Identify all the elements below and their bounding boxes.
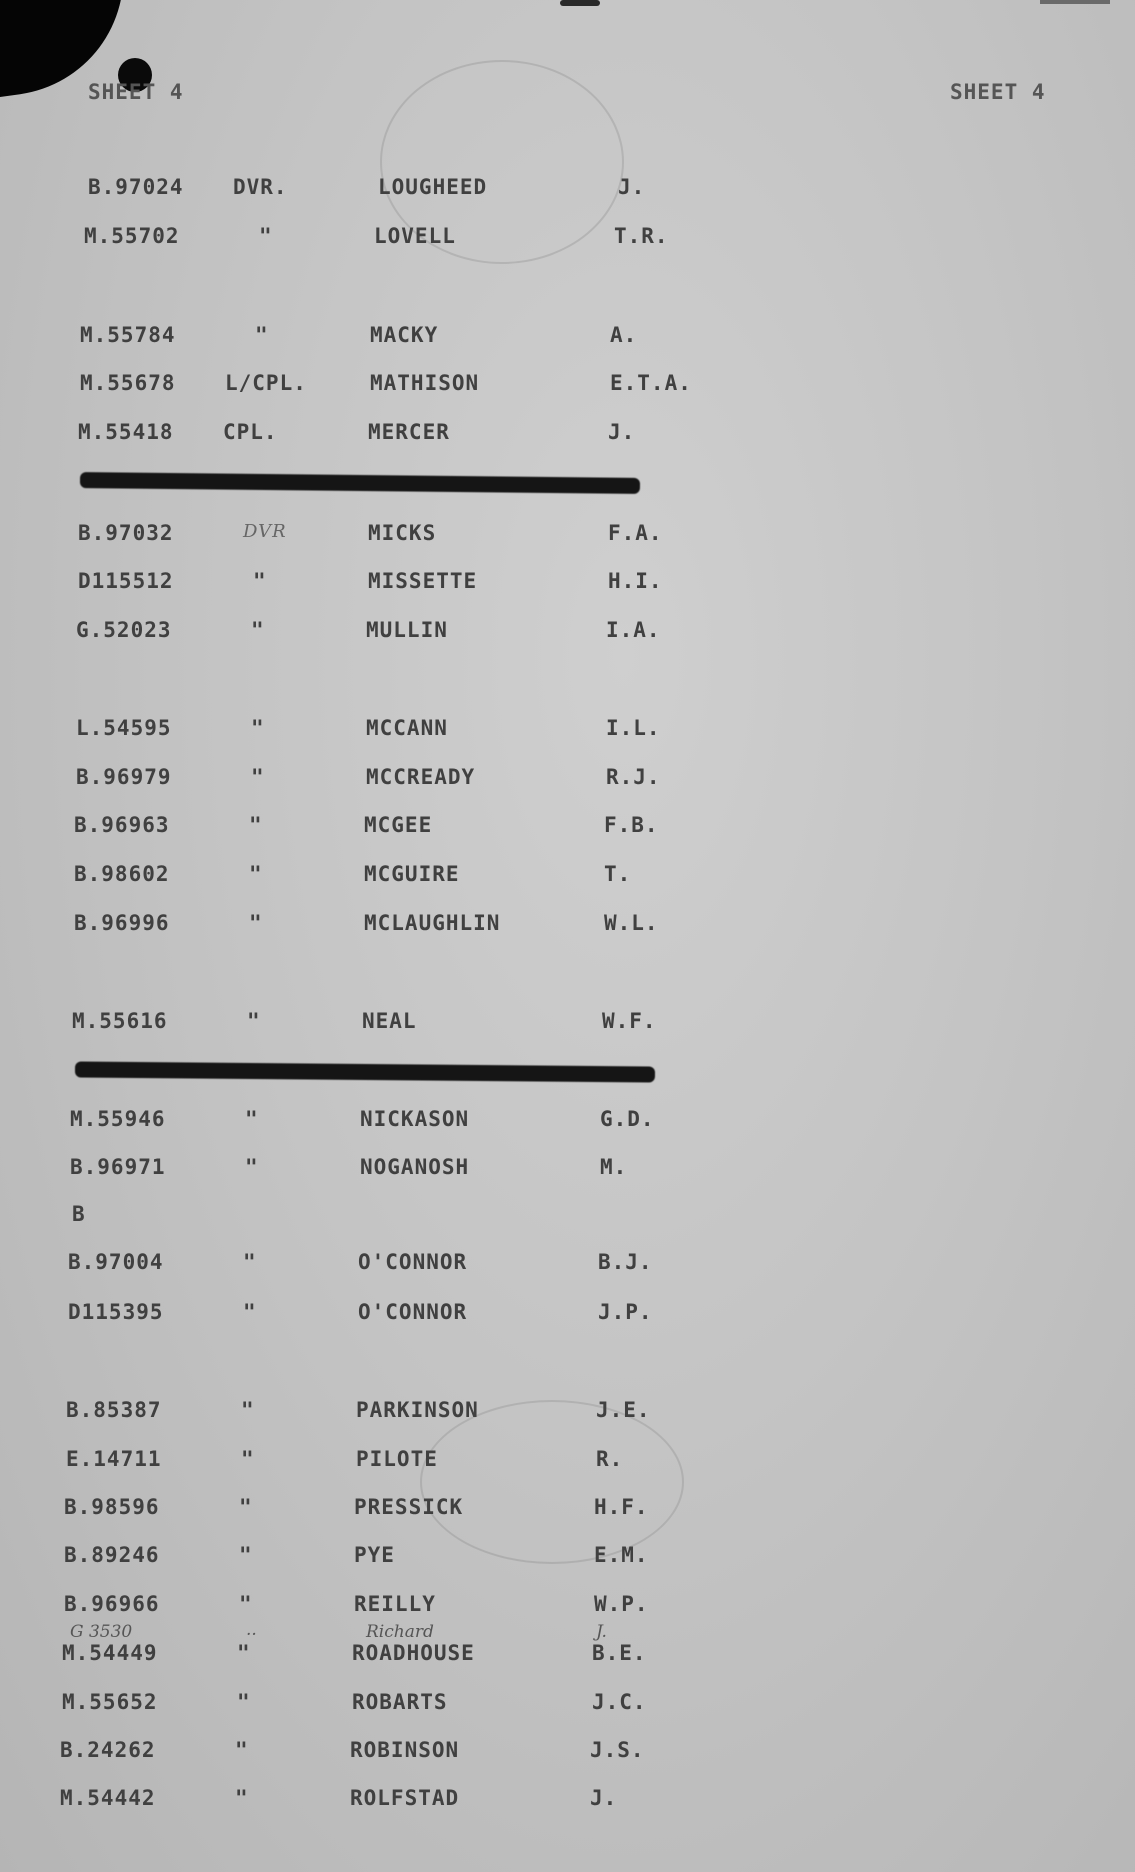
initials: J.E. — [596, 1398, 651, 1422]
rank: L/CPL. — [225, 371, 307, 395]
initials: G.D. — [600, 1107, 655, 1131]
initials: J.S. — [590, 1738, 645, 1762]
list-row — [66, 1447, 766, 1477]
surname: ROBARTS — [352, 1690, 448, 1714]
rank: " — [247, 1009, 261, 1033]
initials: R.J. — [606, 765, 661, 789]
service-number: M.55652 — [62, 1690, 158, 1714]
rank: " — [243, 1250, 257, 1274]
list-row — [78, 521, 778, 551]
service-number: B.96963 — [74, 813, 170, 837]
sheet-label-right: SHEET 4 — [950, 80, 1046, 104]
initials: I.A. — [606, 618, 661, 642]
handwritten-number: G 3530 — [70, 1622, 133, 1642]
initials: J.C. — [592, 1690, 647, 1714]
list-row — [84, 224, 784, 254]
service-number: B.97032 — [78, 521, 174, 545]
list-row — [68, 1250, 768, 1280]
service-number: M.55616 — [72, 1009, 168, 1033]
initials: W.L. — [604, 911, 659, 935]
list-row — [70, 1107, 770, 1137]
surname: LOVELL — [374, 224, 456, 248]
rank: " — [241, 1447, 255, 1471]
surname: REILLY — [354, 1592, 436, 1616]
surname: PARKINSON — [356, 1398, 479, 1422]
list-row — [64, 1543, 764, 1573]
sheet-label-left: SHEET 4 — [88, 80, 184, 104]
rank: " — [239, 1592, 253, 1616]
initials: H.I. — [608, 569, 663, 593]
list-row — [74, 862, 774, 892]
rank: " — [243, 1300, 257, 1324]
initials: W.P. — [594, 1592, 649, 1616]
rank: " — [251, 765, 265, 789]
list-row — [76, 765, 776, 795]
service-number: M.55418 — [78, 420, 174, 444]
rank: DVR. — [233, 175, 288, 199]
service-number: B.85387 — [66, 1398, 162, 1422]
surname: MCCANN — [366, 716, 448, 740]
service-number: M.54449 — [62, 1641, 158, 1665]
initials: T. — [604, 862, 632, 886]
rank: " — [235, 1738, 249, 1762]
rank: " — [253, 569, 267, 593]
service-number: B.89246 — [64, 1543, 160, 1567]
service-number: B.96966 — [64, 1592, 160, 1616]
rank: " — [235, 1786, 249, 1810]
surname: MISSETTE — [368, 569, 478, 593]
rank: " — [249, 862, 263, 886]
list-row — [80, 371, 780, 401]
initials: J.P. — [598, 1300, 653, 1324]
list-row — [66, 1398, 766, 1428]
surname: NICKASON — [360, 1107, 470, 1131]
rank: DVR — [243, 521, 287, 542]
initials: T.R. — [614, 224, 669, 248]
initials: B.J. — [598, 1250, 653, 1274]
list-row — [78, 420, 778, 450]
surname: ROADHOUSE — [352, 1641, 475, 1665]
rank: " — [255, 323, 269, 347]
surname: NEAL — [362, 1009, 417, 1033]
service-number: D115512 — [78, 569, 174, 593]
initials: W.F. — [602, 1009, 657, 1033]
rank: " — [251, 618, 265, 642]
service-number: M.55702 — [84, 224, 180, 248]
surname: MATHISON — [370, 371, 480, 395]
list-row — [76, 716, 776, 746]
surname: MICKS — [368, 521, 437, 545]
service-number: B.24262 — [60, 1738, 156, 1762]
rank: CPL. — [223, 420, 278, 444]
service-number: L.54595 — [76, 716, 172, 740]
service-number: M.54442 — [60, 1786, 156, 1810]
initials: F.A. — [608, 521, 663, 545]
handwritten-name: Richard — [366, 1622, 434, 1642]
initials: M. — [600, 1155, 628, 1179]
rank: " — [259, 224, 273, 248]
list-row — [78, 569, 778, 599]
surname: O'CONNOR — [358, 1250, 468, 1274]
surname: O'CONNOR — [358, 1300, 468, 1324]
initials: E.M. — [594, 1543, 649, 1567]
rank: " — [251, 716, 265, 740]
list-row — [76, 618, 776, 648]
service-number: B.96996 — [74, 911, 170, 935]
surname: LOUGHEED — [378, 175, 488, 199]
initials: B.E. — [592, 1641, 647, 1665]
service-number: B.97004 — [68, 1250, 164, 1274]
surname: ROBINSON — [350, 1738, 460, 1762]
surname: NOGANOSH — [360, 1155, 470, 1179]
surname: MACKY — [370, 323, 439, 347]
initials: J. — [618, 175, 646, 199]
list-row — [88, 175, 788, 205]
initials: F.B. — [604, 813, 659, 837]
surname: MCLAUGHLIN — [364, 911, 501, 935]
stray-letter: B — [72, 1202, 85, 1226]
list-row — [60, 1786, 760, 1816]
rank: " — [239, 1495, 253, 1519]
surname: ROLFSTAD — [350, 1786, 460, 1810]
rank: " — [245, 1107, 259, 1131]
service-number: E.14711 — [66, 1447, 162, 1471]
list-row — [74, 813, 774, 843]
initials: H.F. — [594, 1495, 649, 1519]
list-row — [64, 1592, 764, 1622]
rank: " — [249, 911, 263, 935]
surname: PILOTE — [356, 1447, 438, 1471]
rank: " — [249, 813, 263, 837]
handwritten-initials: J. — [596, 1622, 607, 1642]
service-number: B.98596 — [64, 1495, 160, 1519]
service-number: M.55784 — [80, 323, 176, 347]
service-number: B.96971 — [70, 1155, 166, 1179]
service-number: G.52023 — [76, 618, 172, 642]
list-row — [64, 1495, 764, 1525]
rank: " — [241, 1398, 255, 1422]
list-row — [60, 1738, 760, 1768]
service-number: B.97024 — [88, 175, 184, 199]
rank: " — [237, 1641, 251, 1665]
handwritten-ditto: .. — [246, 1620, 257, 1640]
service-number: M.55678 — [80, 371, 176, 395]
surname: PRESSICK — [354, 1495, 464, 1519]
initials: A. — [610, 323, 638, 347]
list-row — [70, 1155, 770, 1185]
service-number: D115395 — [68, 1300, 164, 1324]
rank: " — [245, 1155, 259, 1179]
list-row — [68, 1300, 768, 1330]
initials: E.T.A. — [610, 371, 692, 395]
initials: J. — [590, 1786, 618, 1810]
list-row — [72, 1009, 772, 1039]
list-row — [62, 1690, 762, 1720]
surname: PYE — [354, 1543, 395, 1567]
list-row — [80, 323, 780, 353]
initials: R. — [596, 1447, 624, 1471]
list-row — [62, 1641, 762, 1671]
surname: MERCER — [368, 420, 450, 444]
surname: MCGEE — [364, 813, 433, 837]
service-number: B.96979 — [76, 765, 172, 789]
list-row — [74, 911, 774, 941]
surname: MCGUIRE — [364, 862, 460, 886]
rank: " — [239, 1543, 253, 1567]
initials: J. — [608, 420, 636, 444]
surname: MULLIN — [366, 618, 448, 642]
initials: I.L. — [606, 716, 661, 740]
service-number: B.98602 — [74, 862, 170, 886]
rank: " — [237, 1690, 251, 1714]
surname: MCCREADY — [366, 765, 476, 789]
service-number: M.55946 — [70, 1107, 166, 1131]
